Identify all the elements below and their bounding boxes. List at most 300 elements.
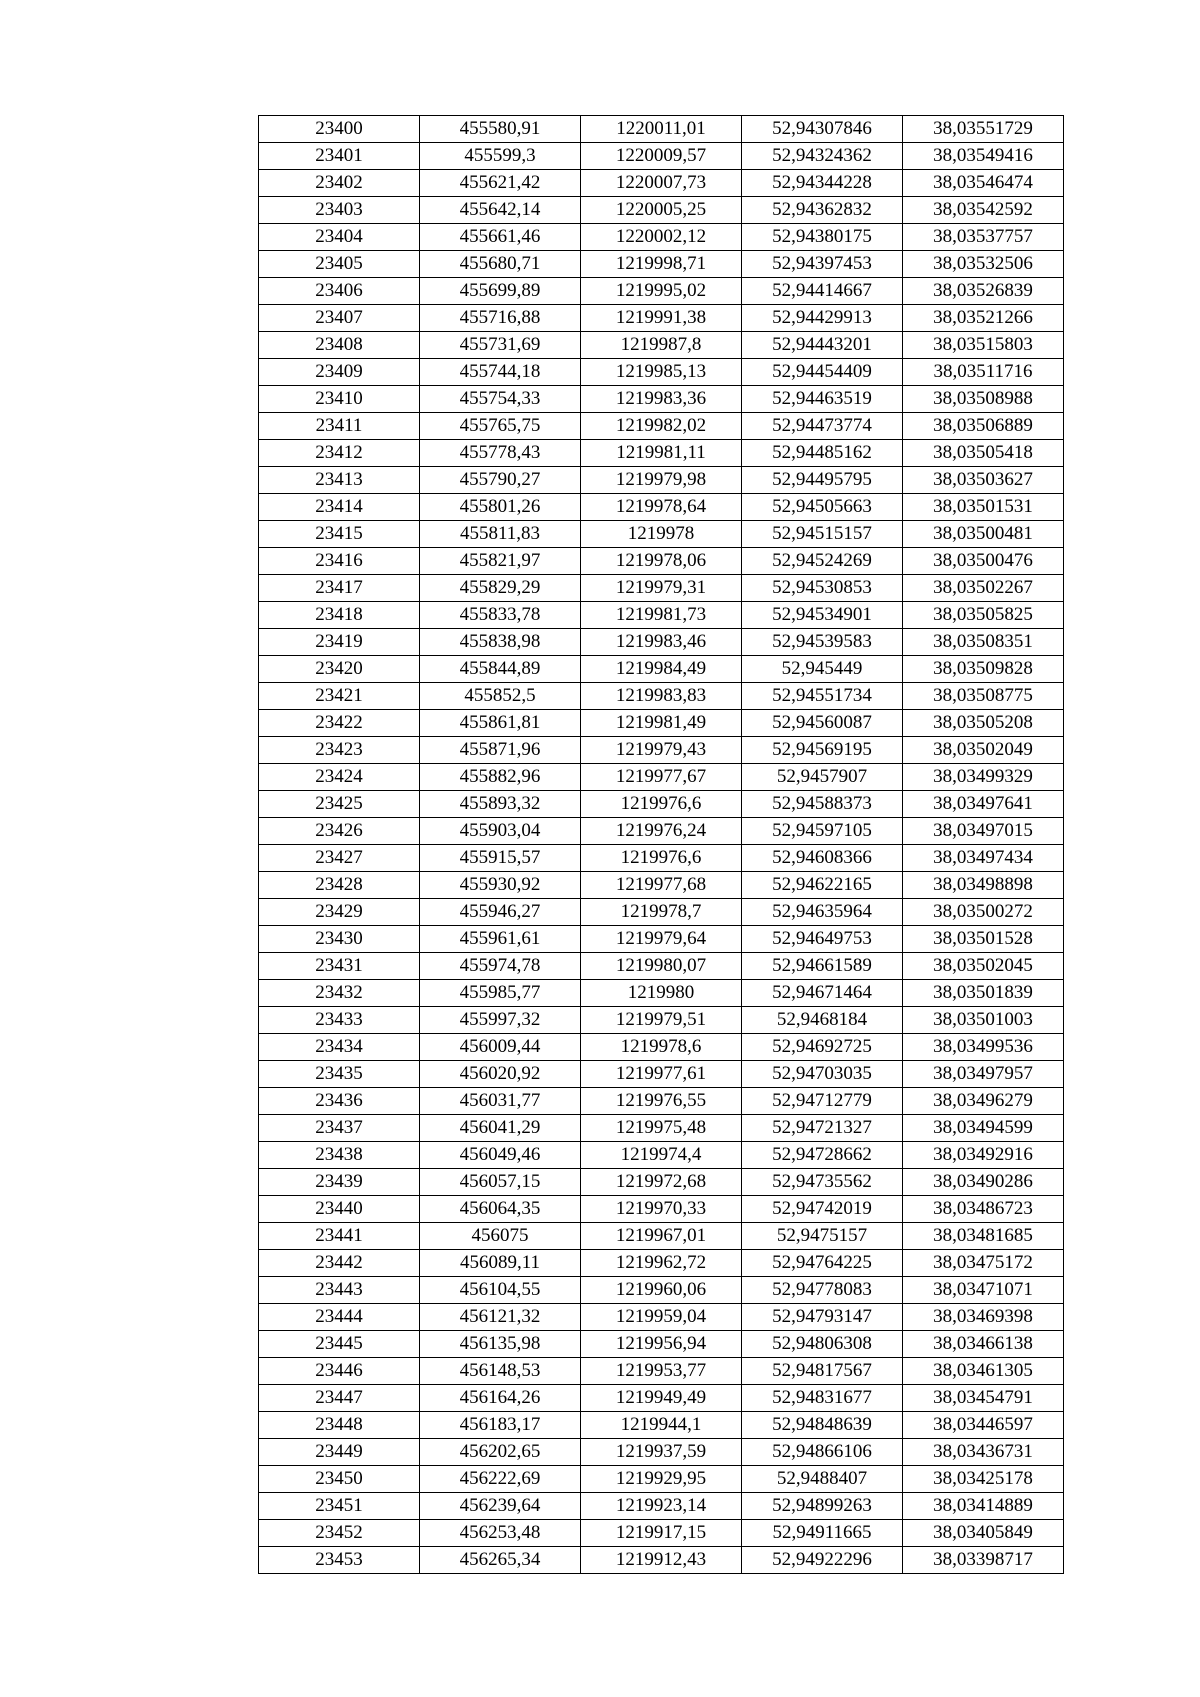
longitude-cell: 38,03500272 — [903, 899, 1064, 926]
table-row — [259, 1223, 1064, 1250]
point-number-cell: 23440 — [259, 1196, 420, 1223]
x-coordinate-cell: 456183,17 — [420, 1412, 581, 1439]
point-number-cell: 23423 — [259, 737, 420, 764]
table-row — [259, 791, 1064, 818]
y-coordinate-cell: 1219977,61 — [581, 1061, 742, 1088]
y-coordinate-cell: 1219978 — [581, 521, 742, 548]
table-row — [259, 1142, 1064, 1169]
latitude-cell: 52,94712779 — [742, 1088, 903, 1115]
latitude-cell: 52,94649753 — [742, 926, 903, 953]
latitude-cell: 52,94728662 — [742, 1142, 903, 1169]
point-number-cell: 23451 — [259, 1493, 420, 1520]
table-row — [259, 467, 1064, 494]
point-number-cell: 23417 — [259, 575, 420, 602]
x-coordinate-cell: 455946,27 — [420, 899, 581, 926]
x-coordinate-cell: 456164,26 — [420, 1385, 581, 1412]
point-number-cell: 23400 — [259, 116, 420, 143]
x-coordinate-cell: 456135,98 — [420, 1331, 581, 1358]
table-row — [259, 1007, 1064, 1034]
point-number-cell: 23439 — [259, 1169, 420, 1196]
x-coordinate-cell: 455778,43 — [420, 440, 581, 467]
x-coordinate-cell: 455930,92 — [420, 872, 581, 899]
table-row — [259, 332, 1064, 359]
x-coordinate-cell: 456202,65 — [420, 1439, 581, 1466]
y-coordinate-cell: 1219984,49 — [581, 656, 742, 683]
latitude-cell: 52,94429913 — [742, 305, 903, 332]
y-coordinate-cell: 1219972,68 — [581, 1169, 742, 1196]
point-number-cell: 23427 — [259, 845, 420, 872]
x-coordinate-cell: 456009,44 — [420, 1034, 581, 1061]
point-number-cell: 23403 — [259, 197, 420, 224]
y-coordinate-cell: 1219959,04 — [581, 1304, 742, 1331]
point-number-cell: 23432 — [259, 980, 420, 1007]
table-row — [259, 575, 1064, 602]
table-row — [259, 656, 1064, 683]
point-number-cell: 23414 — [259, 494, 420, 521]
point-number-cell: 23416 — [259, 548, 420, 575]
y-coordinate-cell: 1219980 — [581, 980, 742, 1007]
longitude-cell: 38,03471071 — [903, 1277, 1064, 1304]
y-coordinate-cell: 1219979,31 — [581, 575, 742, 602]
latitude-cell: 52,94817567 — [742, 1358, 903, 1385]
point-number-cell: 23436 — [259, 1088, 420, 1115]
x-coordinate-cell: 455861,81 — [420, 710, 581, 737]
point-number-cell: 23431 — [259, 953, 420, 980]
x-coordinate-cell: 456222,69 — [420, 1466, 581, 1493]
y-coordinate-cell: 1219979,51 — [581, 1007, 742, 1034]
y-coordinate-cell: 1219991,38 — [581, 305, 742, 332]
point-number-cell: 23444 — [259, 1304, 420, 1331]
table-row — [259, 1331, 1064, 1358]
y-coordinate-cell: 1219976,6 — [581, 845, 742, 872]
table-row — [259, 1358, 1064, 1385]
point-number-cell: 23411 — [259, 413, 420, 440]
longitude-cell: 38,03497015 — [903, 818, 1064, 845]
table-row — [259, 494, 1064, 521]
y-coordinate-cell: 1220005,25 — [581, 197, 742, 224]
latitude-cell: 52,94397453 — [742, 251, 903, 278]
longitude-cell: 38,03498898 — [903, 872, 1064, 899]
table-row — [259, 1169, 1064, 1196]
table-row — [259, 1520, 1064, 1547]
x-coordinate-cell: 455790,27 — [420, 467, 581, 494]
longitude-cell: 38,03537757 — [903, 224, 1064, 251]
table-row — [259, 710, 1064, 737]
point-number-cell: 23405 — [259, 251, 420, 278]
point-number-cell: 23419 — [259, 629, 420, 656]
y-coordinate-cell: 1219960,06 — [581, 1277, 742, 1304]
y-coordinate-cell: 1219974,4 — [581, 1142, 742, 1169]
longitude-cell: 38,03549416 — [903, 143, 1064, 170]
longitude-cell: 38,03532506 — [903, 251, 1064, 278]
x-coordinate-cell: 455621,42 — [420, 170, 581, 197]
x-coordinate-cell: 456265,34 — [420, 1547, 581, 1574]
longitude-cell: 38,03502049 — [903, 737, 1064, 764]
table-row — [259, 953, 1064, 980]
longitude-cell: 38,03526839 — [903, 278, 1064, 305]
y-coordinate-cell: 1219976,24 — [581, 818, 742, 845]
point-number-cell: 23443 — [259, 1277, 420, 1304]
x-coordinate-cell: 456121,32 — [420, 1304, 581, 1331]
y-coordinate-cell: 1219979,98 — [581, 467, 742, 494]
point-number-cell: 23425 — [259, 791, 420, 818]
x-coordinate-cell: 455985,77 — [420, 980, 581, 1007]
table-row — [259, 143, 1064, 170]
table-row — [259, 359, 1064, 386]
latitude-cell: 52,94735562 — [742, 1169, 903, 1196]
latitude-cell: 52,94505663 — [742, 494, 903, 521]
longitude-cell: 38,03499329 — [903, 764, 1064, 791]
y-coordinate-cell: 1219980,07 — [581, 953, 742, 980]
x-coordinate-cell: 456075 — [420, 1223, 581, 1250]
point-number-cell: 23408 — [259, 332, 420, 359]
latitude-cell: 52,94443201 — [742, 332, 903, 359]
longitude-cell: 38,03515803 — [903, 332, 1064, 359]
x-coordinate-cell: 455811,83 — [420, 521, 581, 548]
y-coordinate-cell: 1219956,94 — [581, 1331, 742, 1358]
point-number-cell: 23453 — [259, 1547, 420, 1574]
point-number-cell: 23437 — [259, 1115, 420, 1142]
x-coordinate-cell: 455716,88 — [420, 305, 581, 332]
longitude-cell: 38,03405849 — [903, 1520, 1064, 1547]
y-coordinate-cell: 1219949,49 — [581, 1385, 742, 1412]
table-row — [259, 251, 1064, 278]
table-row — [259, 1412, 1064, 1439]
longitude-cell: 38,03469398 — [903, 1304, 1064, 1331]
longitude-cell: 38,03398717 — [903, 1547, 1064, 1574]
x-coordinate-cell: 456148,53 — [420, 1358, 581, 1385]
x-coordinate-cell: 455882,96 — [420, 764, 581, 791]
point-number-cell: 23435 — [259, 1061, 420, 1088]
longitude-cell: 38,03486723 — [903, 1196, 1064, 1223]
longitude-cell: 38,03546474 — [903, 170, 1064, 197]
y-coordinate-cell: 1219981,73 — [581, 602, 742, 629]
y-coordinate-cell: 1220011,01 — [581, 116, 742, 143]
longitude-cell: 38,03414889 — [903, 1493, 1064, 1520]
longitude-cell: 38,03494599 — [903, 1115, 1064, 1142]
longitude-cell: 38,03508775 — [903, 683, 1064, 710]
y-coordinate-cell: 1220009,57 — [581, 143, 742, 170]
point-number-cell: 23448 — [259, 1412, 420, 1439]
point-number-cell: 23424 — [259, 764, 420, 791]
y-coordinate-cell: 1219937,59 — [581, 1439, 742, 1466]
point-number-cell: 23418 — [259, 602, 420, 629]
latitude-cell: 52,9457907 — [742, 764, 903, 791]
table-row — [259, 1493, 1064, 1520]
x-coordinate-cell: 455833,78 — [420, 602, 581, 629]
table-row — [259, 278, 1064, 305]
latitude-cell: 52,94911665 — [742, 1520, 903, 1547]
y-coordinate-cell: 1219953,77 — [581, 1358, 742, 1385]
point-number-cell: 23450 — [259, 1466, 420, 1493]
x-coordinate-cell: 456239,64 — [420, 1493, 581, 1520]
latitude-cell: 52,94661589 — [742, 953, 903, 980]
y-coordinate-cell: 1220007,73 — [581, 170, 742, 197]
point-number-cell: 23442 — [259, 1250, 420, 1277]
y-coordinate-cell: 1219981,11 — [581, 440, 742, 467]
longitude-cell: 38,03502045 — [903, 953, 1064, 980]
latitude-cell: 52,94703035 — [742, 1061, 903, 1088]
table-row — [259, 521, 1064, 548]
latitude-cell: 52,94569195 — [742, 737, 903, 764]
latitude-cell: 52,94380175 — [742, 224, 903, 251]
x-coordinate-cell: 455599,3 — [420, 143, 581, 170]
latitude-cell: 52,94597105 — [742, 818, 903, 845]
y-coordinate-cell: 1219983,83 — [581, 683, 742, 710]
table-row — [259, 926, 1064, 953]
longitude-cell: 38,03508988 — [903, 386, 1064, 413]
table-row — [259, 1304, 1064, 1331]
x-coordinate-cell: 456031,77 — [420, 1088, 581, 1115]
table-row — [259, 1196, 1064, 1223]
y-coordinate-cell: 1219912,43 — [581, 1547, 742, 1574]
y-coordinate-cell: 1219976,55 — [581, 1088, 742, 1115]
table-row — [259, 764, 1064, 791]
longitude-cell: 38,03511716 — [903, 359, 1064, 386]
longitude-cell: 38,03425178 — [903, 1466, 1064, 1493]
table-row — [259, 737, 1064, 764]
y-coordinate-cell: 1219978,7 — [581, 899, 742, 926]
x-coordinate-cell: 456089,11 — [420, 1250, 581, 1277]
longitude-cell: 38,03551729 — [903, 116, 1064, 143]
x-coordinate-cell: 456057,15 — [420, 1169, 581, 1196]
latitude-cell: 52,94806308 — [742, 1331, 903, 1358]
x-coordinate-cell: 455893,32 — [420, 791, 581, 818]
longitude-cell: 38,03502267 — [903, 575, 1064, 602]
latitude-cell: 52,94671464 — [742, 980, 903, 1007]
y-coordinate-cell: 1219978,6 — [581, 1034, 742, 1061]
longitude-cell: 38,03505418 — [903, 440, 1064, 467]
x-coordinate-cell: 455838,98 — [420, 629, 581, 656]
longitude-cell: 38,03461305 — [903, 1358, 1064, 1385]
longitude-cell: 38,03501003 — [903, 1007, 1064, 1034]
table-row — [259, 1250, 1064, 1277]
longitude-cell: 38,03466138 — [903, 1331, 1064, 1358]
latitude-cell: 52,94307846 — [742, 116, 903, 143]
point-number-cell: 23413 — [259, 467, 420, 494]
latitude-cell: 52,94692725 — [742, 1034, 903, 1061]
point-number-cell: 23452 — [259, 1520, 420, 1547]
x-coordinate-cell: 455680,71 — [420, 251, 581, 278]
y-coordinate-cell: 1219923,14 — [581, 1493, 742, 1520]
latitude-cell: 52,94742019 — [742, 1196, 903, 1223]
longitude-cell: 38,03505208 — [903, 710, 1064, 737]
y-coordinate-cell: 1219929,95 — [581, 1466, 742, 1493]
x-coordinate-cell: 455661,46 — [420, 224, 581, 251]
latitude-cell: 52,94551734 — [742, 683, 903, 710]
table-row — [259, 386, 1064, 413]
x-coordinate-cell: 455997,32 — [420, 1007, 581, 1034]
longitude-cell: 38,03501839 — [903, 980, 1064, 1007]
table-row — [259, 602, 1064, 629]
longitude-cell: 38,03542592 — [903, 197, 1064, 224]
x-coordinate-cell: 455974,78 — [420, 953, 581, 980]
latitude-cell: 52,94848639 — [742, 1412, 903, 1439]
longitude-cell: 38,03497641 — [903, 791, 1064, 818]
latitude-cell: 52,94588373 — [742, 791, 903, 818]
table-row — [259, 224, 1064, 251]
point-number-cell: 23406 — [259, 278, 420, 305]
table-row — [259, 548, 1064, 575]
latitude-cell: 52,94778083 — [742, 1277, 903, 1304]
point-number-cell: 23449 — [259, 1439, 420, 1466]
latitude-cell: 52,94414667 — [742, 278, 903, 305]
point-number-cell: 23445 — [259, 1331, 420, 1358]
latitude-cell: 52,94635964 — [742, 899, 903, 926]
y-coordinate-cell: 1219995,02 — [581, 278, 742, 305]
x-coordinate-cell: 455754,33 — [420, 386, 581, 413]
latitude-cell: 52,94485162 — [742, 440, 903, 467]
point-number-cell: 23441 — [259, 1223, 420, 1250]
point-number-cell: 23426 — [259, 818, 420, 845]
longitude-cell: 38,03492916 — [903, 1142, 1064, 1169]
coordinates-table-body — [259, 116, 1064, 1574]
table-row — [259, 116, 1064, 143]
point-number-cell: 23421 — [259, 683, 420, 710]
table-row — [259, 1115, 1064, 1142]
longitude-cell: 38,03521266 — [903, 305, 1064, 332]
table-row — [259, 1277, 1064, 1304]
latitude-cell: 52,94622165 — [742, 872, 903, 899]
longitude-cell: 38,03503627 — [903, 467, 1064, 494]
point-number-cell: 23402 — [259, 170, 420, 197]
point-number-cell: 23430 — [259, 926, 420, 953]
point-number-cell: 23422 — [259, 710, 420, 737]
x-coordinate-cell: 455829,29 — [420, 575, 581, 602]
latitude-cell: 52,94764225 — [742, 1250, 903, 1277]
latitude-cell: 52,94539583 — [742, 629, 903, 656]
point-number-cell: 23447 — [259, 1385, 420, 1412]
longitude-cell: 38,03497957 — [903, 1061, 1064, 1088]
latitude-cell: 52,94524269 — [742, 548, 903, 575]
table-row — [259, 305, 1064, 332]
table-row — [259, 1547, 1064, 1574]
y-coordinate-cell: 1219944,1 — [581, 1412, 742, 1439]
latitude-cell: 52,94362832 — [742, 197, 903, 224]
point-number-cell: 23438 — [259, 1142, 420, 1169]
latitude-cell: 52,94608366 — [742, 845, 903, 872]
x-coordinate-cell: 455580,91 — [420, 116, 581, 143]
table-row — [259, 440, 1064, 467]
coordinates-table — [258, 115, 1064, 1574]
y-coordinate-cell: 1219987,8 — [581, 332, 742, 359]
longitude-cell: 38,03509828 — [903, 656, 1064, 683]
y-coordinate-cell: 1219967,01 — [581, 1223, 742, 1250]
x-coordinate-cell: 456104,55 — [420, 1277, 581, 1304]
x-coordinate-cell: 455961,61 — [420, 926, 581, 953]
x-coordinate-cell: 455699,89 — [420, 278, 581, 305]
longitude-cell: 38,03501531 — [903, 494, 1064, 521]
table-row — [259, 629, 1064, 656]
latitude-cell: 52,945449 — [742, 656, 903, 683]
point-number-cell: 23412 — [259, 440, 420, 467]
x-coordinate-cell: 455765,75 — [420, 413, 581, 440]
latitude-cell: 52,94454409 — [742, 359, 903, 386]
longitude-cell: 38,03436731 — [903, 1439, 1064, 1466]
x-coordinate-cell: 455852,5 — [420, 683, 581, 710]
x-coordinate-cell: 456253,48 — [420, 1520, 581, 1547]
latitude-cell: 52,94793147 — [742, 1304, 903, 1331]
table-row — [259, 1034, 1064, 1061]
latitude-cell: 52,94899263 — [742, 1493, 903, 1520]
point-number-cell: 23420 — [259, 656, 420, 683]
x-coordinate-cell: 455731,69 — [420, 332, 581, 359]
x-coordinate-cell: 455915,57 — [420, 845, 581, 872]
point-number-cell: 23434 — [259, 1034, 420, 1061]
longitude-cell: 38,03490286 — [903, 1169, 1064, 1196]
longitude-cell: 38,03501528 — [903, 926, 1064, 953]
table-row — [259, 1385, 1064, 1412]
y-coordinate-cell: 1220002,12 — [581, 224, 742, 251]
y-coordinate-cell: 1219978,06 — [581, 548, 742, 575]
y-coordinate-cell: 1219977,67 — [581, 764, 742, 791]
y-coordinate-cell: 1219985,13 — [581, 359, 742, 386]
x-coordinate-cell: 455821,97 — [420, 548, 581, 575]
table-row — [259, 1061, 1064, 1088]
y-coordinate-cell: 1219979,43 — [581, 737, 742, 764]
longitude-cell: 38,03500481 — [903, 521, 1064, 548]
latitude-cell: 52,94721327 — [742, 1115, 903, 1142]
longitude-cell: 38,03481685 — [903, 1223, 1064, 1250]
x-coordinate-cell: 455642,14 — [420, 197, 581, 224]
latitude-cell: 52,9468184 — [742, 1007, 903, 1034]
longitude-cell: 38,03500476 — [903, 548, 1064, 575]
latitude-cell: 52,94922296 — [742, 1547, 903, 1574]
point-number-cell: 23404 — [259, 224, 420, 251]
y-coordinate-cell: 1219998,71 — [581, 251, 742, 278]
table-row — [259, 899, 1064, 926]
x-coordinate-cell: 455801,26 — [420, 494, 581, 521]
latitude-cell: 52,94473774 — [742, 413, 903, 440]
latitude-cell: 52,94560087 — [742, 710, 903, 737]
table-row — [259, 197, 1064, 224]
point-number-cell: 23433 — [259, 1007, 420, 1034]
longitude-cell: 38,03446597 — [903, 1412, 1064, 1439]
table-row — [259, 872, 1064, 899]
latitude-cell: 52,94324362 — [742, 143, 903, 170]
longitude-cell: 38,03499536 — [903, 1034, 1064, 1061]
y-coordinate-cell: 1219977,68 — [581, 872, 742, 899]
table-row — [259, 683, 1064, 710]
x-coordinate-cell: 455903,04 — [420, 818, 581, 845]
longitude-cell: 38,03475172 — [903, 1250, 1064, 1277]
table-row — [259, 413, 1064, 440]
longitude-cell: 38,03496279 — [903, 1088, 1064, 1115]
y-coordinate-cell: 1219962,72 — [581, 1250, 742, 1277]
point-number-cell: 23407 — [259, 305, 420, 332]
x-coordinate-cell: 456041,29 — [420, 1115, 581, 1142]
point-number-cell: 23415 — [259, 521, 420, 548]
table-row — [259, 170, 1064, 197]
latitude-cell: 52,94831677 — [742, 1385, 903, 1412]
y-coordinate-cell: 1219976,6 — [581, 791, 742, 818]
longitude-cell: 38,03497434 — [903, 845, 1064, 872]
y-coordinate-cell: 1219917,15 — [581, 1520, 742, 1547]
table-row — [259, 1439, 1064, 1466]
latitude-cell: 52,94866106 — [742, 1439, 903, 1466]
table-row — [259, 818, 1064, 845]
point-number-cell: 23446 — [259, 1358, 420, 1385]
point-number-cell: 23429 — [259, 899, 420, 926]
longitude-cell: 38,03506889 — [903, 413, 1064, 440]
longitude-cell: 38,03505825 — [903, 602, 1064, 629]
x-coordinate-cell: 455844,89 — [420, 656, 581, 683]
table-row — [259, 1466, 1064, 1493]
table-row — [259, 980, 1064, 1007]
latitude-cell: 52,94495795 — [742, 467, 903, 494]
latitude-cell: 52,9475157 — [742, 1223, 903, 1250]
y-coordinate-cell: 1219975,48 — [581, 1115, 742, 1142]
